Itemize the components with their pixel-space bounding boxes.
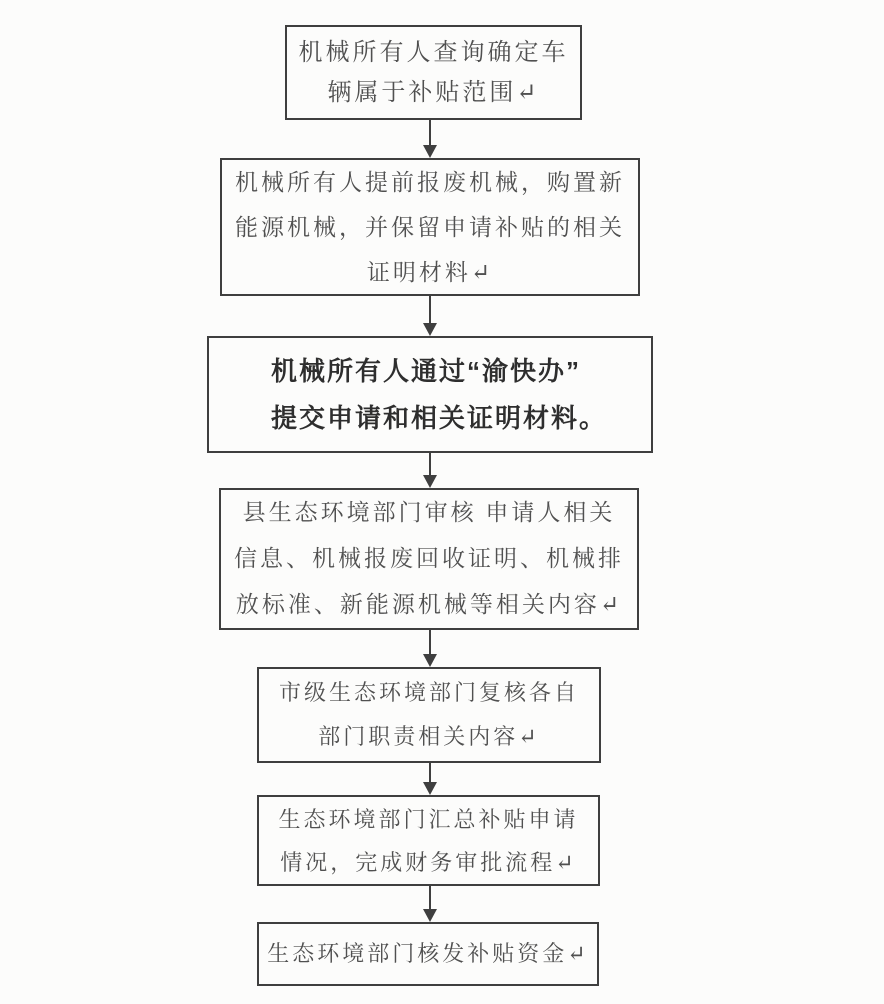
step-1-line-2: 辆属于补贴范围↵ xyxy=(327,79,540,106)
arrow-head-icon xyxy=(423,475,437,488)
arrow-shaft xyxy=(429,296,431,324)
step-4-line-3: 放标准、新能源机械等相关内容↵ xyxy=(235,592,623,617)
down-arrow-2 xyxy=(422,296,438,336)
step-2-line-1: 机械所有人提前报废机械，购置新 xyxy=(235,169,625,195)
down-arrow-3 xyxy=(422,453,438,488)
flow-step-3 xyxy=(207,336,653,453)
flow-step-6 xyxy=(257,795,600,886)
step-6-line-1: 生态环境部门汇总补贴申请 xyxy=(278,806,579,832)
step-5-line-2: 部门职责相关内容↵ xyxy=(318,724,540,749)
step-2-line-2: 能源机械，并保留申请补贴的相关 xyxy=(235,214,625,240)
step-4-line-1: 县生态环境部门审核 申请人相关 xyxy=(242,500,616,525)
arrow-shaft xyxy=(429,120,431,146)
arrow-shaft xyxy=(429,763,431,783)
down-arrow-6 xyxy=(422,886,438,922)
arrow-shaft xyxy=(429,453,431,476)
down-arrow-4 xyxy=(422,630,438,667)
step-4-line-2: 信息、机械报废回收证明、机械排 xyxy=(234,546,624,571)
down-arrow-5 xyxy=(422,763,438,795)
flow-step-2 xyxy=(220,158,640,296)
flow-step-5 xyxy=(257,667,601,763)
step-3-line-1: 机械所有人通过“渝快办” xyxy=(271,355,582,386)
arrow-shaft xyxy=(429,630,431,655)
step-1-line-1: 机械所有人查询确定车 xyxy=(298,39,569,66)
arrow-head-icon xyxy=(423,654,437,667)
step-3-line-2: 提交申请和相关证明材料。 xyxy=(271,402,608,433)
flow-step-7 xyxy=(257,922,599,986)
step-6-line-2: 情况，完成财务审批流程↵ xyxy=(280,849,577,875)
arrow-head-icon xyxy=(423,782,437,795)
step-2-line-3: 证明材料↵ xyxy=(366,259,494,285)
flow-step-1 xyxy=(285,25,582,120)
down-arrow-1 xyxy=(422,120,438,158)
arrow-head-icon xyxy=(423,145,437,158)
step-7-line-1: 生态环境部门核发补贴资金↵ xyxy=(267,941,589,966)
arrow-head-icon xyxy=(423,909,437,922)
flow-step-4 xyxy=(219,488,639,630)
arrow-head-icon xyxy=(423,323,437,336)
arrow-shaft xyxy=(429,886,431,910)
step-5-line-1: 市级生态环境部门复核各自 xyxy=(278,680,579,705)
